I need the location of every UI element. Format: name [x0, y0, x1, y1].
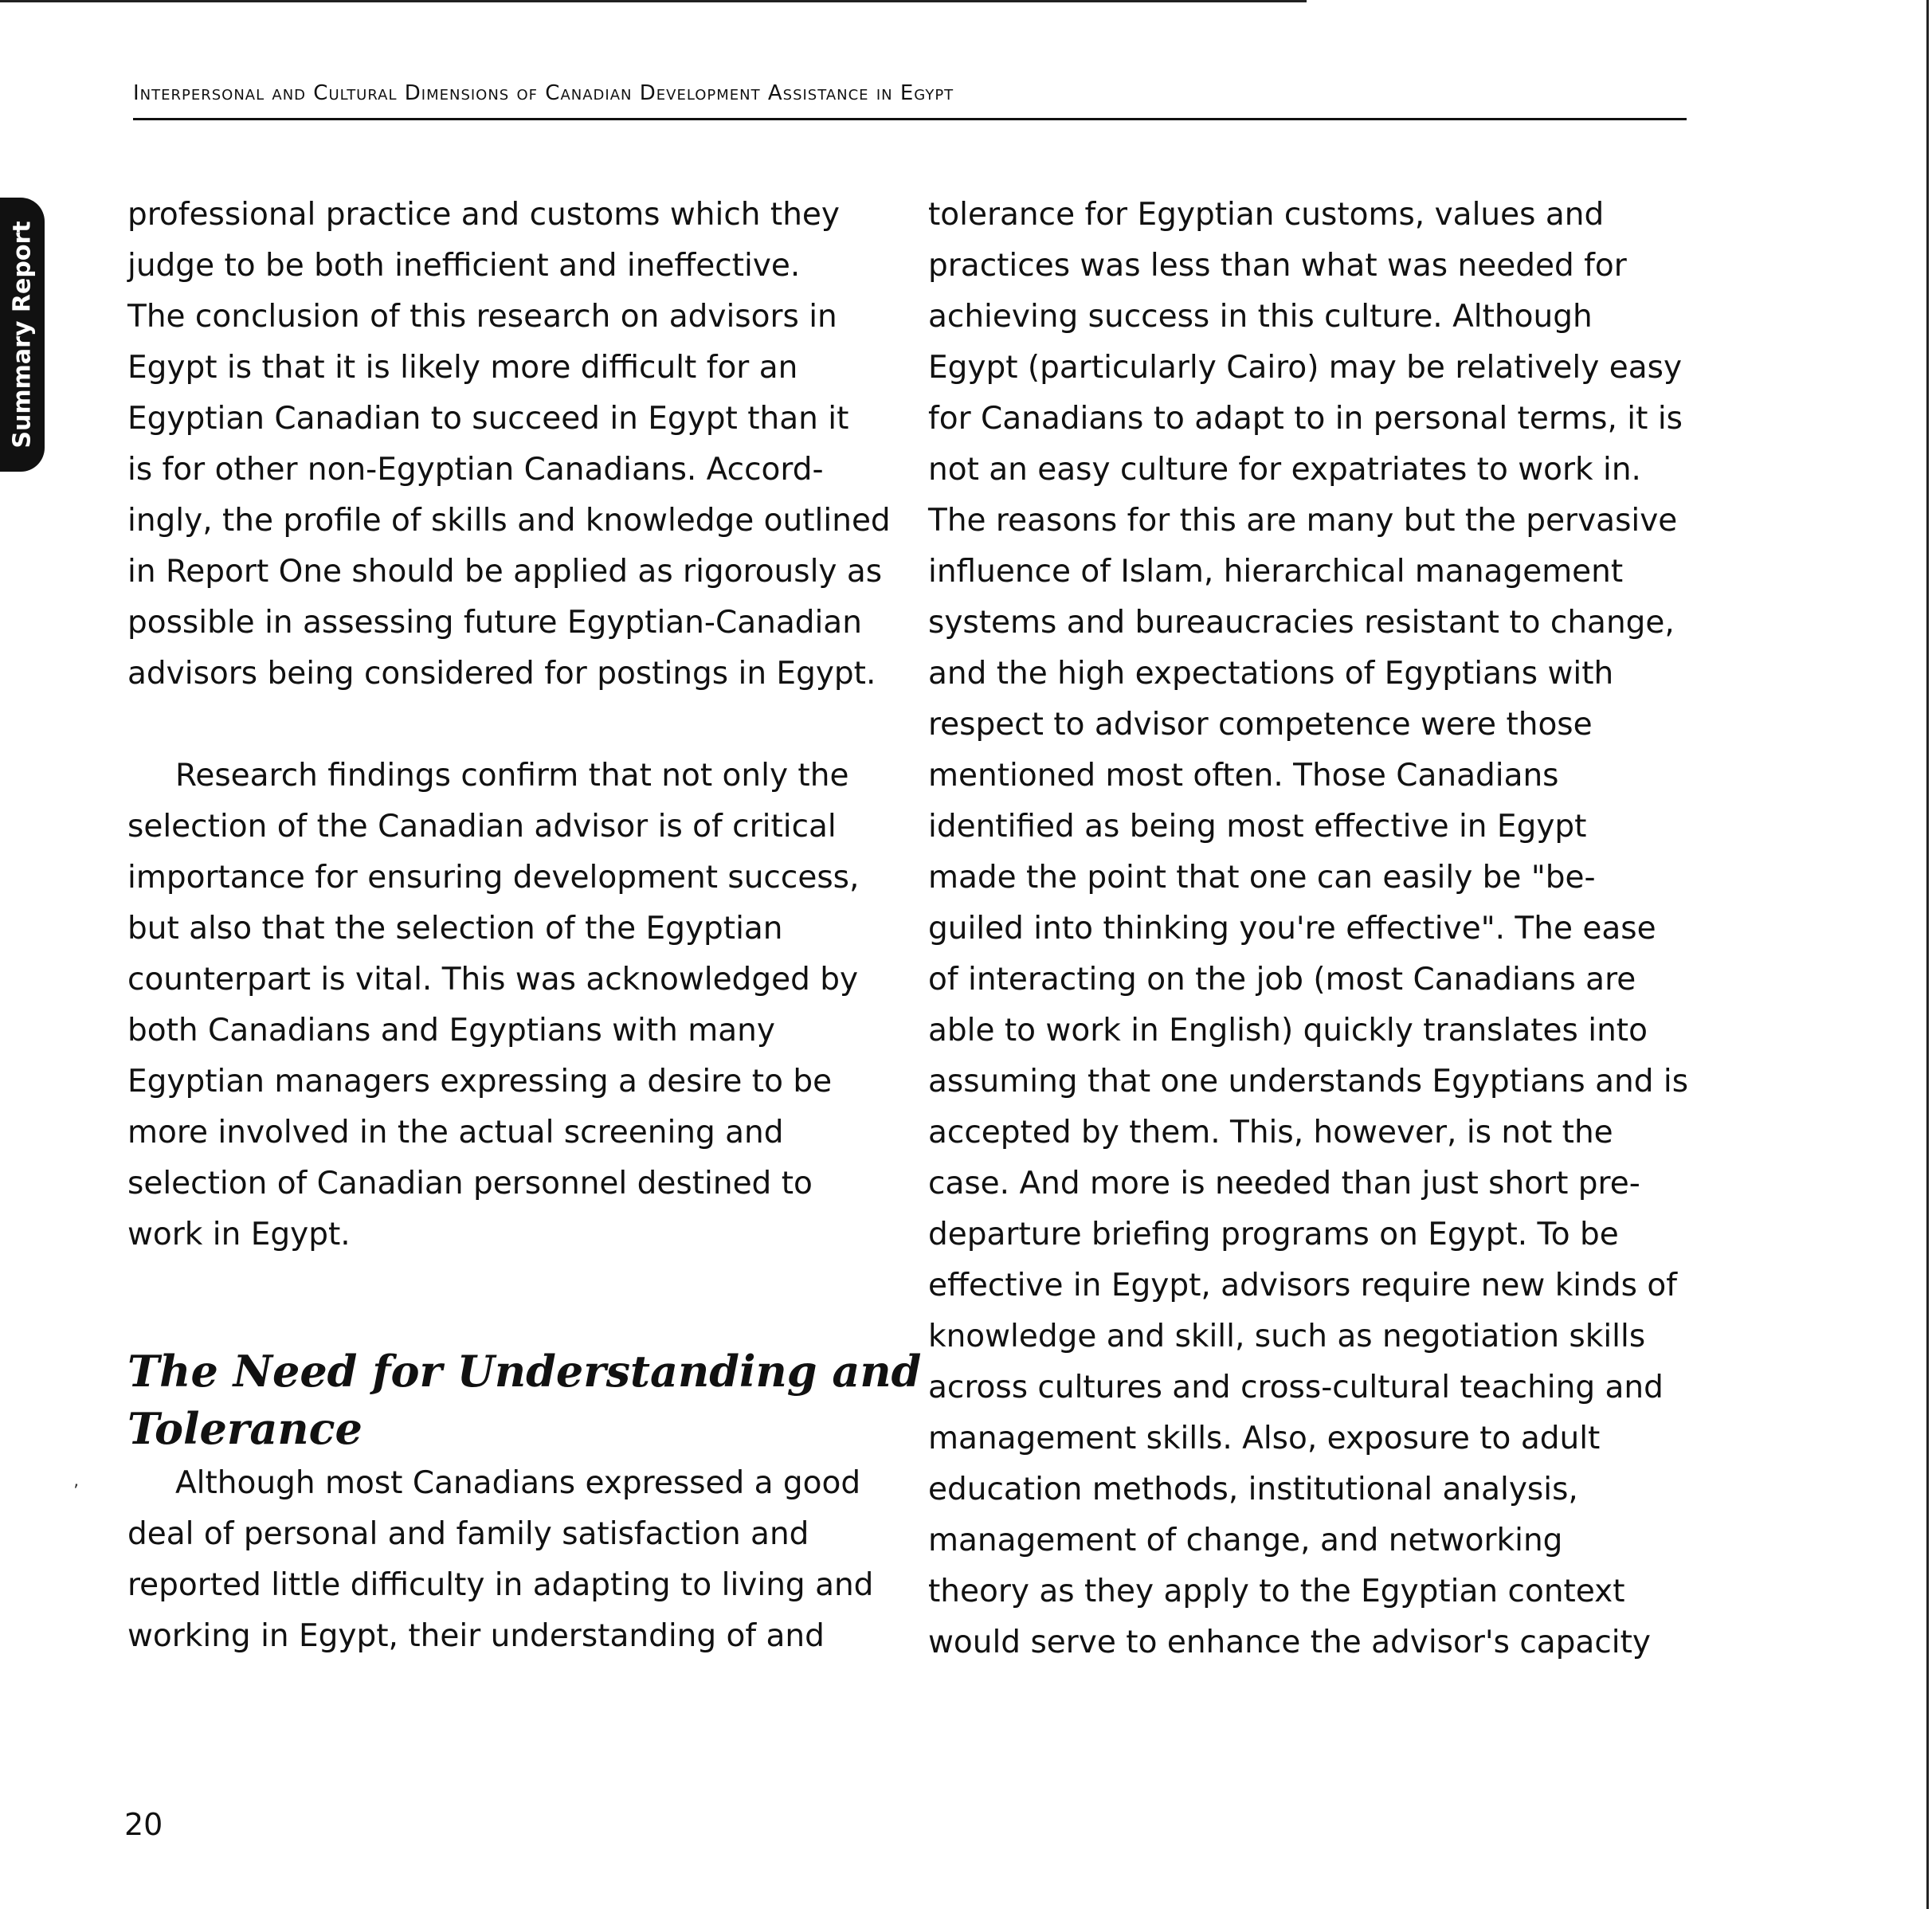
text-line: management of change, and networking	[928, 1523, 1563, 1558]
text-line: and the high expectations of Egyptians with	[928, 656, 1614, 692]
text-line: The reasons for this are many but the pervasive	[928, 503, 1678, 539]
text-line: possible in assessing future Egyptian-Canadian	[127, 605, 862, 641]
text-line: Egypt is that it is likely more difficult for an	[127, 350, 798, 386]
text-line: across cultures and cross-cultural teaching and	[928, 1370, 1664, 1405]
text-line: accepted by them. This, however, is not the	[928, 1115, 1613, 1150]
text-line: able to work in English) quickly translates into	[928, 1013, 1648, 1049]
running-header: Interpersonal and Cultural Dimensions of Canadian Development Assistance in Egypt	[133, 81, 954, 105]
text-line: practices was less than what was needed for	[928, 248, 1627, 284]
text-line: selection of the Canadian advisor is of critical	[127, 809, 837, 845]
text-line: deal of personal and family satisfaction and	[127, 1516, 809, 1552]
text-line: reported little difficulty in adapting to living and	[127, 1567, 874, 1603]
text-line: more involved in the actual screening and	[127, 1115, 784, 1150]
side-tab-label: Summary Report	[8, 221, 37, 449]
text-line: Although most Canadians expressed a good	[175, 1465, 861, 1501]
text-line: for Canadians to adapt to in personal terms, it is	[928, 401, 1683, 437]
heading-line: Tolerance	[127, 1403, 362, 1454]
text-line: assuming that one understands Egyptians and is	[928, 1064, 1689, 1100]
text-line: importance for ensuring development success,	[127, 860, 860, 896]
text-line: work in Egypt.	[127, 1217, 351, 1252]
text-line: professional practice and customs which they	[127, 197, 840, 233]
text-line: both Canadians and Egyptians with many	[127, 1013, 775, 1049]
text-line: ingly, the profile of skills and knowledge outlined	[127, 503, 891, 539]
text-line: respect to advisor competence were those	[928, 707, 1593, 743]
right-column	[928, 190, 1693, 1668]
text-line: knowledge and skill, such as negotiation skills	[928, 1319, 1646, 1354]
text-line: judge to be both inefficient and ineffective.	[127, 248, 801, 284]
text-line: influence of Islam, hierarchical management	[928, 554, 1624, 590]
text-line: but also that the selection of the Egyptian	[127, 911, 783, 947]
text-line: achieving success in this culture. Although	[928, 299, 1593, 335]
paragraph-3	[127, 1458, 892, 1662]
header-rule	[133, 118, 1687, 120]
page-number: 20	[124, 1807, 163, 1842]
text-line: departure briefing programs on Egypt. To be	[928, 1217, 1619, 1252]
top-border-rule	[0, 0, 1307, 2]
text-line: tolerance for Egyptian customs, values and	[928, 197, 1605, 233]
text-line: is for other non-Egyptian Canadians. Accord-	[127, 452, 824, 488]
left-column	[127, 190, 892, 1260]
text-line: of interacting on the job (most Canadians are	[928, 962, 1636, 998]
text-line: systems and bureaucracies resistant to change,	[928, 605, 1675, 641]
text-line: in Report One should be applied as rigorously as	[127, 554, 883, 590]
text-line: counterpart is vital. This was acknowledged by	[127, 962, 859, 998]
heading-line: The Need for Understanding and	[127, 1346, 922, 1397]
text-line: selection of Canadian personnel destined to	[127, 1166, 813, 1201]
text-line: Egyptian Canadian to succeed in Egypt than it	[127, 401, 849, 437]
section-side-tab	[0, 198, 45, 472]
page-edge-line	[1926, 0, 1929, 1909]
text-line: Egyptian managers expressing a desire to be	[127, 1064, 833, 1100]
text-line: Egypt (particularly Cairo) may be relatively easy	[928, 350, 1683, 386]
text-line: education methods, institutional analysis,	[928, 1472, 1578, 1507]
paragraph-2	[127, 751, 892, 1260]
text-line: working in Egypt, their understanding of and	[127, 1618, 825, 1654]
text-line: Research findings confirm that not only the	[175, 758, 849, 794]
paragraph-gap	[127, 700, 892, 751]
text-line: guiled into thinking you're effective". The ease	[928, 911, 1656, 947]
text-line: would serve to enhance the advisor's capacity	[928, 1625, 1651, 1660]
text-line: theory as they apply to the Egyptian context	[928, 1574, 1625, 1609]
text-line: made the point that one can easily be "be-	[928, 860, 1596, 896]
text-line: management skills. Also, exposure to adult	[928, 1421, 1601, 1456]
text-line: effective in Egypt, advisors require new kinds of	[928, 1268, 1677, 1303]
text-line: advisors being considered for postings in Egypt.	[127, 656, 876, 692]
section-heading	[127, 1343, 922, 1457]
text-line: mentioned most often. Those Canadians	[928, 758, 1559, 794]
stray-mark: ’	[73, 1482, 79, 1502]
text-line: The conclusion of this research on advisors in	[127, 299, 837, 335]
text-line: not an easy culture for expatriates to work in.	[928, 452, 1641, 488]
text-line: identified as being most effective in Egypt	[928, 809, 1587, 845]
text-line: case. And more is needed than just short pre-	[928, 1166, 1640, 1201]
paragraph-1	[127, 190, 892, 700]
